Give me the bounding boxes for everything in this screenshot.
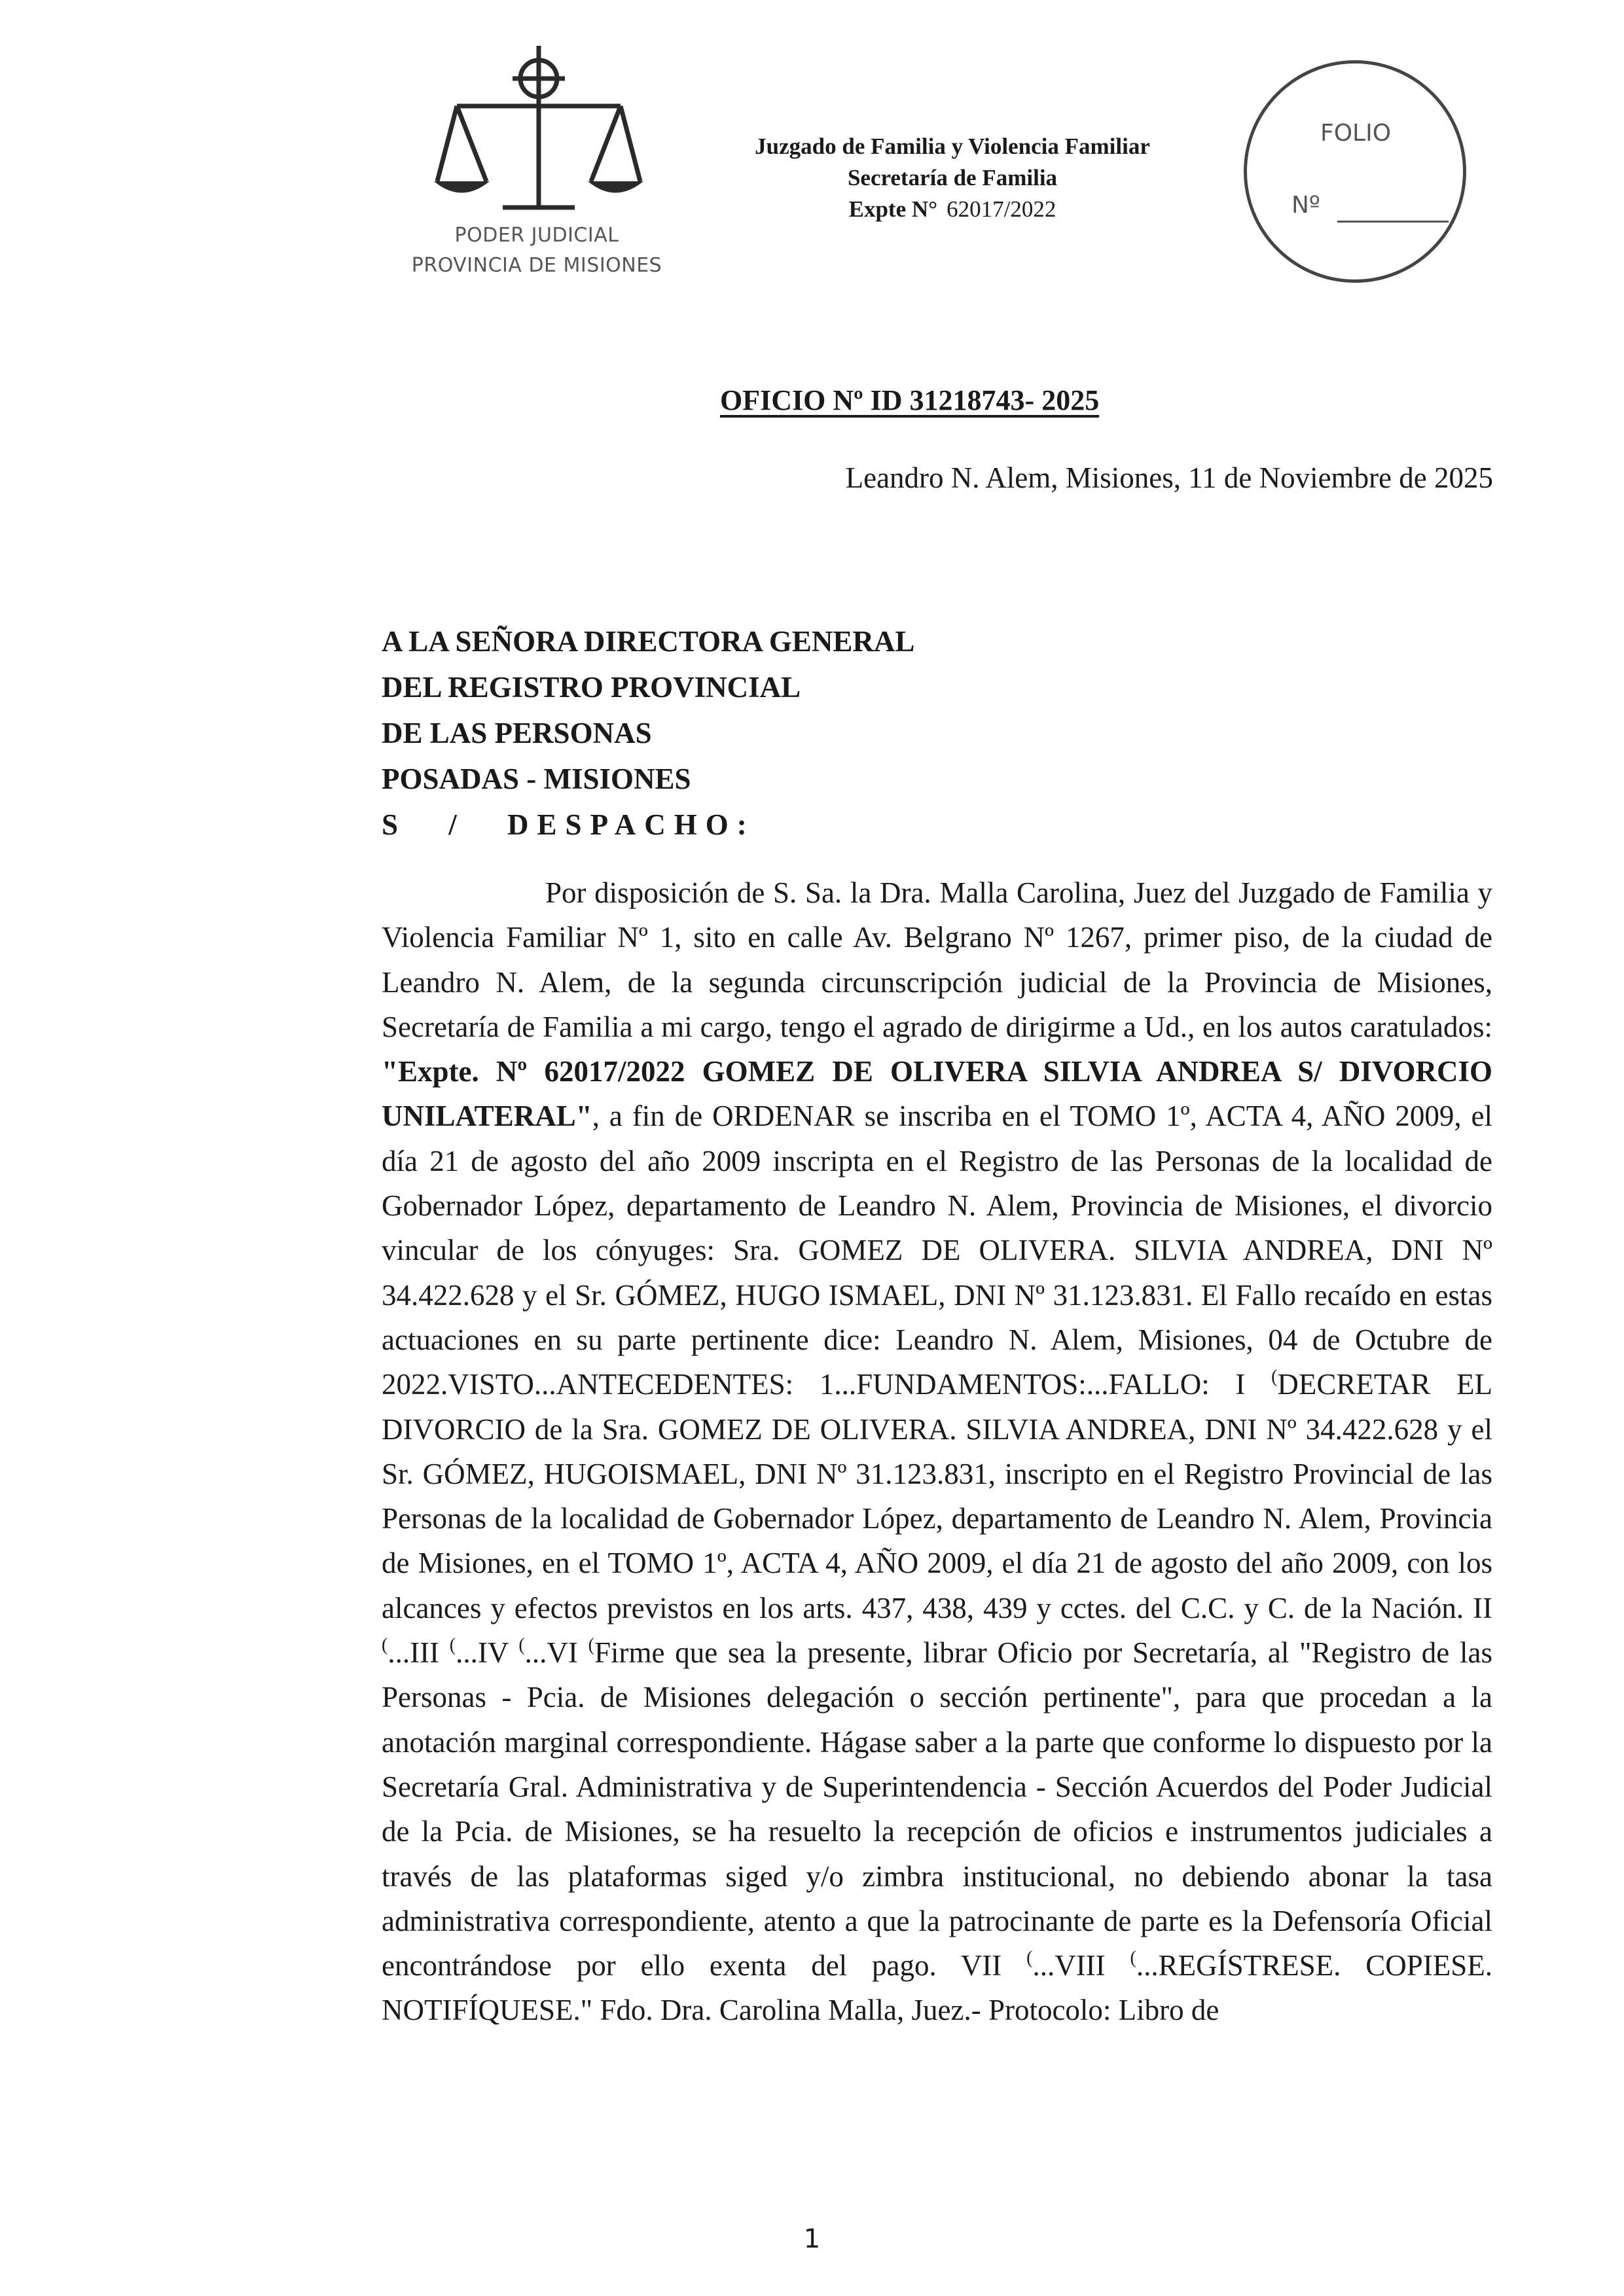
addressee-line-1: A LA SEÑORA DIRECTORA GENERAL — [382, 625, 915, 658]
body-part-1: Por disposición de S. Sa. la Dra. Malla Carolina, Juez del Juzgado de Familia y Violencia Familiar Nº 1, sito en calle Av. Belgrano Nº 1267, primer piso, de la ciudad de Leandro N. Alem, de la segunda circunscripción judicial de la Provincia de Misiones, Secretaría de Familia a mi cargo, tengo el agrado de dirigirme a Ud., en los autos caratulados: — [382, 876, 1492, 1043]
expte-label: Expte N° — [848, 196, 938, 222]
folio-number-blank — [1337, 221, 1449, 223]
folio-stamp — [1244, 60, 1466, 283]
addressee-line-2: DEL REGISTRO PROVINCIAL — [382, 671, 801, 704]
body-part-6: ...VI — [524, 1636, 588, 1670]
court-name: Juzgado de Familia y Violencia Familiar — [755, 134, 1150, 159]
body-text — [382, 870, 1492, 2033]
body-part-5: ...IV — [456, 1636, 519, 1670]
seal-line-2: PROVINCIA DE MISIONES — [411, 254, 662, 277]
expte-number: 62017/2022 — [947, 196, 1056, 222]
mark-6: ( — [1026, 1948, 1033, 1969]
place-date: Leandro N. Alem, Misiones, 11 de Noviembre de 2025 — [845, 461, 1493, 494]
seal-line-1: PODER JUDICIAL — [454, 224, 619, 247]
court-header — [681, 131, 1224, 225]
page-number: 1 — [803, 2224, 821, 2254]
folio-number-label: Nº — [1291, 192, 1320, 219]
addressee-line-5: S / DESPACHO: — [382, 808, 755, 841]
scales-of-justice-icon — [431, 41, 647, 217]
judicial-seal-logo — [393, 41, 681, 289]
expte-line — [681, 194, 1224, 225]
body-paragraph — [382, 870, 1492, 2033]
case-title: "Expte. Nº 62017/2022 GOMEZ DE OLIVERA SILVIA ANDREA S/ DIVORCIO UNILATERAL" — [382, 1055, 1492, 1133]
addressee-line-4: POSADAS - MISIONES — [382, 762, 691, 795]
body-part-7: Firme que sea la presente, librar Oficio por Secretaría, al "Registro de las Personas - Pcia. de Misiones delegación o sección pertinente", para que procedan a la anotación marginal correspondiente. Hágase saber a la parte que conforme lo dispuesto por la Secretaría Gral. Administrativa y de Superintendencia - Sección Acuerdos del Poder Judicial de la Pcia. de Misiones, se ha resuelto la recepción de oficios e instrumentos judiciales a través de las plataformas siged y/o zimbra institucional, no debiendo abonar la tasa administrativa correspondiente, atento a que la patrocinante de parte es la Defensoría Oficial encontrándose por ello exenta del pago. VII — [382, 1636, 1492, 1982]
mark-5: ( — [588, 1635, 594, 1656]
body-part-9: ...REGÍSTRESE. COPIESE. NOTIFÍQUESE." Fdo. Dra. Carolina Malla, Juez.- Protocolo: Libro de — [382, 1949, 1492, 2027]
addressee-line-3: DE LAS PERSONAS — [382, 717, 652, 749]
mark-7: ( — [1130, 1948, 1136, 1969]
addressee-block — [382, 619, 914, 848]
court-secretary: Secretaría de Familia — [847, 165, 1058, 190]
mark-3: ( — [449, 1635, 456, 1656]
folio-label: FOLIO — [1320, 120, 1392, 147]
body-part-2: , a fin de ORDENAR se inscriba en el TOMO 1º, ACTA 4, AÑO 2009, el día 21 de agosto del año 2009 inscripta en el Registro de las Personas de la localidad de Gobernador López, departamento de Leandro N. Alem, Provincia de Misiones, el divorcio vincular de los cónyuges: Sra. GOMEZ DE OLIVERA. SILVIA ANDREA, DNI Nº 34.422.628 y el Sr. GÓMEZ, HUGO ISMAEL, DNI Nº 31.123.831. El Fallo recaído en estas actuaciones en su parte pertinente dice: Leandro N. Alem, Misiones, 04 de Octubre de 2022.VISTO...ANTECEDENTES: 1...FUNDAMENTOS:...FALLO: I — [382, 1100, 1492, 1401]
body-part-3: DECRETAR EL DIVORCIO de la Sra. GOMEZ DE OLIVERA. SILVIA ANDREA, DNI Nº 34.422.628 y el Sr. GÓMEZ, HUGOISMAEL, DNI Nº 31.123.831, inscripto en el Registro Provincial de las Personas de la localidad de Gobernador López, departamento de Leandro N. Alem, Provincia de Misiones, en el TOMO 1º, ACTA 4, AÑO 2009, el día 21 de agosto del año 2009, con los alcances y efectos previstos en los arts. 437, 438, 439 y cctes. del C.C. y C. de la Nación. II — [382, 1368, 1492, 1624]
body-part-8: ...VIII — [1032, 1949, 1130, 1982]
mark-1: ( — [1271, 1367, 1278, 1388]
body-part-4: ...III — [388, 1636, 450, 1670]
oficio-title: OFICIO Nº ID 31218743- 2025 — [720, 384, 1100, 416]
mark-2: ( — [382, 1635, 388, 1656]
mark-4: ( — [518, 1635, 525, 1656]
